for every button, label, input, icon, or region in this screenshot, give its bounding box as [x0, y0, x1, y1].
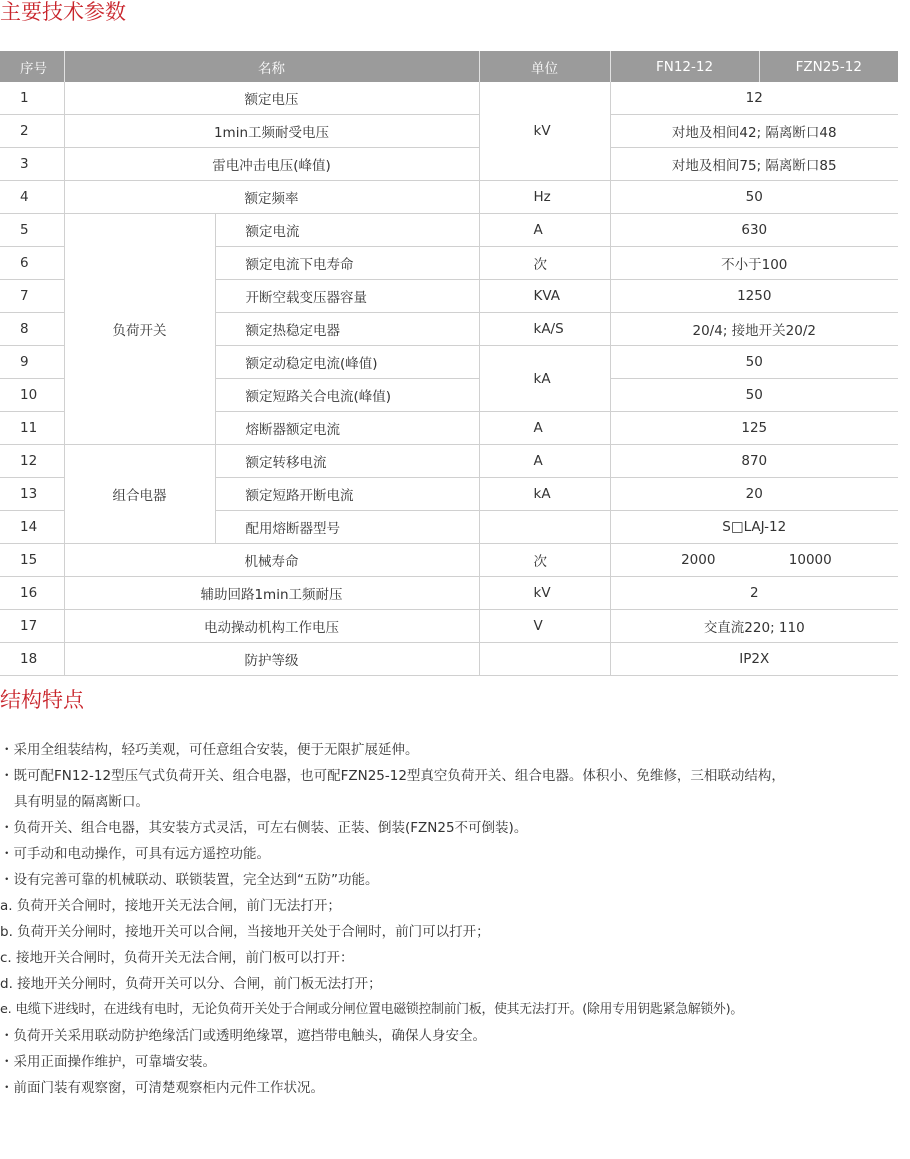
cell-name: 配用熔断器型号	[215, 511, 479, 544]
cell-value-fn12: 2000	[681, 552, 716, 568]
table-row	[0, 115, 898, 148]
list-item: ・既可配FN12-12型压气式负荷开关、组合电器，也可配FZN25-12型真空负荷开关、组合电器。体积小、免维修，三相联动结构，	[0, 768, 785, 784]
cell-value: 630	[610, 214, 898, 247]
cell-no: 7	[0, 280, 64, 313]
cell-value-fzn25: 10000	[788, 552, 832, 568]
cell-value: 2	[610, 577, 898, 610]
header-unit: 单位	[479, 51, 610, 82]
cell-unit: A	[479, 412, 610, 445]
cell-no: 12	[0, 445, 64, 478]
header-name: 名称	[64, 51, 479, 82]
cell-value	[610, 544, 898, 577]
cell-name: 1min工频耐受电压	[64, 115, 479, 148]
header-fn12: FN12-12	[610, 51, 759, 82]
cell-unit	[479, 511, 610, 544]
cell-unit: KVA	[479, 280, 610, 313]
table-row	[0, 148, 898, 181]
cell-name: 额定短路关合电流(峰值)	[215, 379, 479, 412]
cell-no: 2	[0, 115, 64, 148]
cell-name: 防护等级	[64, 643, 479, 676]
header-no: 序号	[0, 51, 64, 82]
cell-unit: 次	[479, 544, 610, 577]
cell-no: 13	[0, 478, 64, 511]
table-row	[0, 214, 898, 247]
cell-no: 1	[0, 82, 64, 115]
cell-no: 17	[0, 610, 64, 643]
cell-value: S□LAJ-12	[610, 511, 898, 544]
cell-no: 6	[0, 247, 64, 280]
cell-no: 18	[0, 643, 64, 676]
cell-no: 5	[0, 214, 64, 247]
cell-value: 20	[610, 478, 898, 511]
cell-value: 20/4; 接地开关20/2	[610, 313, 898, 346]
spec-table	[0, 51, 898, 676]
cell-value: 对地及相间42; 隔离断口48	[610, 115, 898, 148]
cell-unit: Hz	[479, 181, 610, 214]
section-title-specs: 主要技术参数	[0, 0, 126, 24]
cell-no: 14	[0, 511, 64, 544]
cell-name: 机械寿命	[64, 544, 479, 577]
cell-value: 不小于100	[610, 247, 898, 280]
list-item: e. 电缆下进线时，在进线有电时，无论负荷开关处于合闸或分闸位置电磁锁控制前门板，使其无法打开。(除用专用钥匙紧急解锁外)。	[0, 1002, 744, 1017]
list-item: ・可手动和电动操作，可具有远方遥控功能。	[0, 846, 270, 862]
list-item: b. 负荷开关分闸时，接地开关可以合闸，当接地开关处于合闸时，前门可以打开；	[0, 924, 490, 940]
cell-name: 雷电冲击电压(峰值)	[64, 148, 479, 181]
cell-no: 3	[0, 148, 64, 181]
list-item: d. 接地开关分闸时，负荷开关可以分、合闸，前门板无法打开；	[0, 976, 382, 992]
table-row	[0, 82, 898, 115]
cell-name: 额定频率	[64, 181, 479, 214]
table-row	[0, 643, 898, 676]
table-row	[0, 181, 898, 214]
cell-value: 交直流220; 110	[610, 610, 898, 643]
cell-no: 16	[0, 577, 64, 610]
list-item: ・前面门装有观察窗，可清楚观察柜内元件工作状况。	[0, 1080, 324, 1096]
list-item: c. 接地开关合闸时，负荷开关无法合闸，前门板可以打开：	[0, 950, 354, 966]
group-label-combo: 组合电器	[64, 445, 215, 544]
list-item: 具有明显的隔离断口。	[14, 794, 149, 810]
table-row	[0, 577, 898, 610]
list-item: ・采用正面操作维护，可靠墙安装。	[0, 1054, 216, 1070]
cell-value: 1250	[610, 280, 898, 313]
cell-value: 12	[610, 82, 898, 115]
cell-unit: kV	[479, 577, 610, 610]
list-item: ・采用全组装结构，轻巧美观，可任意组合安装，便于无限扩展延伸。	[0, 742, 419, 758]
cell-value: 870	[610, 445, 898, 478]
group-label-load-switch: 负荷开关	[64, 214, 215, 445]
list-item: a. 负荷开关合闸时，接地开关无法合闸，前门无法打开；	[0, 898, 341, 914]
cell-unit: V	[479, 610, 610, 643]
cell-name: 额定热稳定电器	[215, 313, 479, 346]
list-item: ・负荷开关、组合电器，其安装方式灵活，可左右侧装、正装、倒装(FZN25不可倒装)。	[0, 820, 528, 836]
cell-unit: 次	[479, 247, 610, 280]
cell-value: 50	[610, 346, 898, 379]
table-row	[0, 610, 898, 643]
cell-value: 125	[610, 412, 898, 445]
cell-unit: kA/S	[479, 313, 610, 346]
table-row	[0, 544, 898, 577]
cell-no: 4	[0, 181, 64, 214]
cell-unit	[479, 643, 610, 676]
cell-unit: kA	[479, 346, 610, 412]
cell-value: 对地及相间75; 隔离断口85	[610, 148, 898, 181]
cell-name: 熔断器额定电流	[215, 412, 479, 445]
table-row	[0, 445, 898, 478]
cell-no: 9	[0, 346, 64, 379]
cell-unit: A	[479, 214, 610, 247]
cell-no: 8	[0, 313, 64, 346]
cell-name: 额定电流下电寿命	[215, 247, 479, 280]
cell-value: 50	[610, 181, 898, 214]
list-item: ・设有完善可靠的机械联动、联锁装置，完全达到“五防”功能。	[0, 872, 379, 888]
table-header-row	[0, 51, 898, 82]
cell-name: 额定动稳定电流(峰值)	[215, 346, 479, 379]
cell-unit: A	[479, 445, 610, 478]
cell-no: 10	[0, 379, 64, 412]
feature-list	[0, 737, 910, 1101]
cell-name: 电动操动机构工作电压	[64, 610, 479, 643]
cell-name: 额定电流	[215, 214, 479, 247]
cell-value: IP2X	[610, 643, 898, 676]
cell-unit: kA	[479, 478, 610, 511]
section-title-features: 结构特点	[0, 688, 84, 712]
list-item: ・负荷开关采用联动防护绝缘活门或透明绝缘罩，遮挡带电触头，确保人身安全。	[0, 1028, 486, 1044]
cell-no: 11	[0, 412, 64, 445]
cell-unit: kV	[479, 82, 610, 181]
cell-no: 15	[0, 544, 64, 577]
header-fzn25: FZN25-12	[759, 51, 898, 82]
cell-value: 50	[610, 379, 898, 412]
cell-name: 额定转移电流	[215, 445, 479, 478]
cell-name: 额定短路开断电流	[215, 478, 479, 511]
cell-name: 辅助回路1min工频耐压	[64, 577, 479, 610]
cell-name: 开断空载变压器容量	[215, 280, 479, 313]
cell-name: 额定电压	[64, 82, 479, 115]
